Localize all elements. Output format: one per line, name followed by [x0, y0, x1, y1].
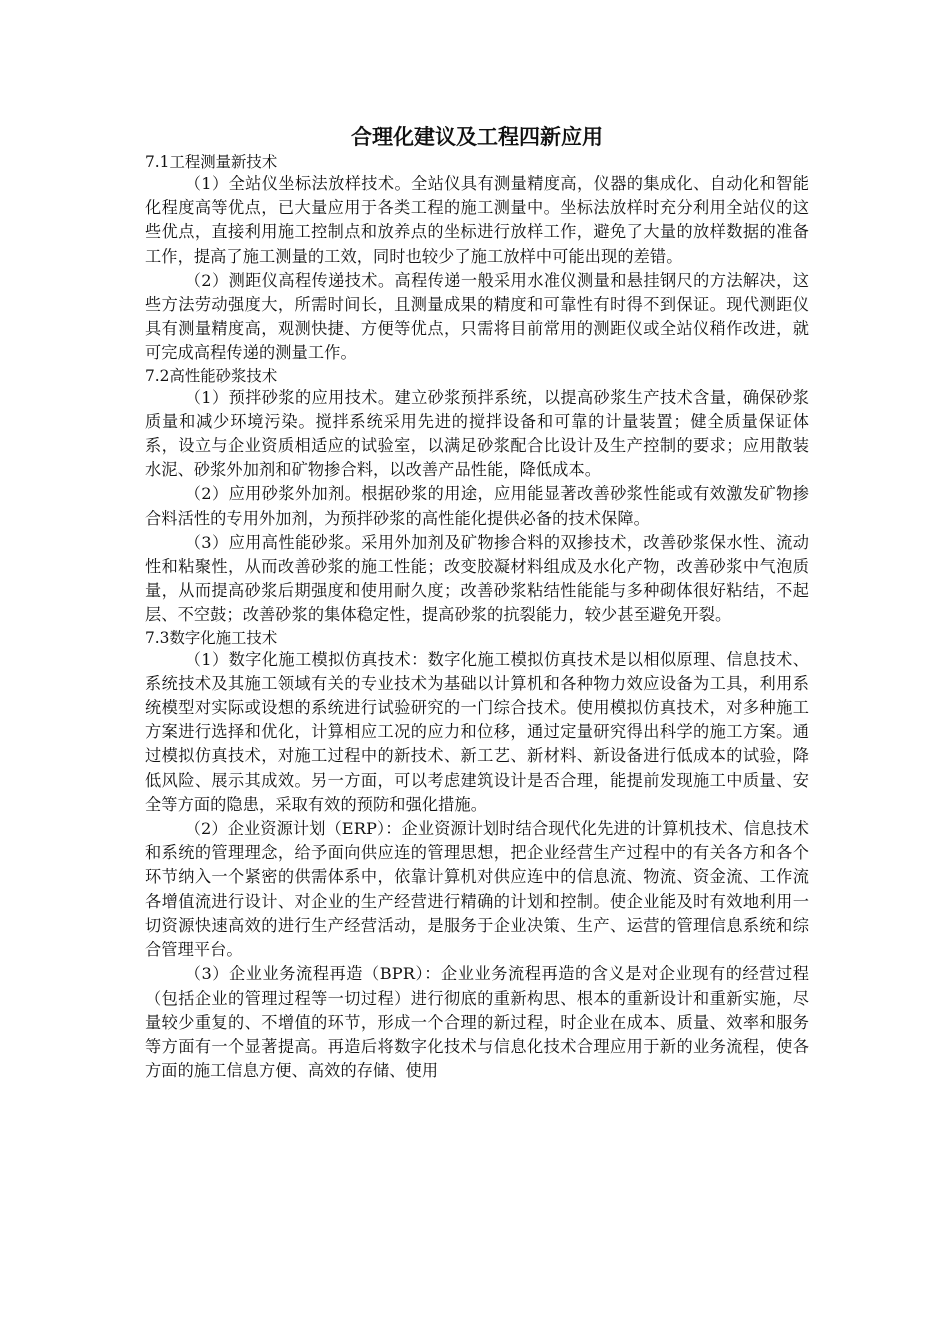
document-page: [145, 122, 809, 1083]
section-7-2: [145, 366, 809, 628]
paragraph: （1）预拌砂浆的应用技术。建立砂浆预拌系统，以提高砂浆生产技术含量，确保砂浆质量和减少环境污染。搅拌系统采用先进的搅拌设备和可靠的计量装置；健全质量保证体系，设立与企业资质相适应的试验室，以满足砂浆配合比设计及生产控制的要求；应用散装水泥、砂浆外加剂和矿物掺合料，以改善产品性能，降低成本。: [145, 387, 809, 480]
paragraph: （2）企业资源计划（ERP）：企业资源计划时结合现代化先进的计算机技术、信息技术和系统的管理理念，给予面向供应连的管理思想，把企业经营生产过程中的有关各方和各个环节纳入一个紧密的供需体系中，依靠计算机对供应连中的信息流、物流、资金流、工作流各增值流进行设计、对企业的生产经营进行精确的计划和控制。使企业能及时有效地利用一切资源快速高效的进行生产经营活动，是服务于企业决策、生产、运营的管理信息系统和综合管理平台。: [145, 819, 809, 960]
paragraph: （2）测距仪高程传递技术。高程传递一般采用水准仪测量和悬挂钢尺的方法解决，这些方法劳动强度大，所需时间长，且测量成果的精度和可靠性有时得不到保证。现代测距仪具有测量精度高，观测快捷、方便等优点，只需将目前常用的测距仪或全站仪稍作改进，就可完成高程传递的测量工作。: [145, 270, 809, 363]
paragraph: （1）全站仪坐标法放样技术。全站仪具有测量精度高，仪器的集成化、自动化和智能化程度高等优点，已大量应用于各类工程的施工测量中。坐标法放样时充分利用全站仪的这些优点，直接利用施工控制点和放养点的坐标进行放样工作，避免了大量的放样数据的准备工作，提高了施工测量的工效，同时也较少了施工放样中可能出现的差错。: [145, 174, 809, 266]
document-title: 合理化建议及工程四新应用: [351, 125, 603, 149]
paragraph: （3）企业业务流程再造（BPR）：企业业务流程再造的含义是对企业现有的经营过程（包括企业的管理过程等一切过程）进行彻底的重新构思、根本的重新设计和重新实施，尽量较少重复的、不增值的环节，形成一个合理的新过程，时企业在成本、质量、效率和服务等方面有一个显著提高。再造后将数字化技术与信息化技术合理应用于新的业务流程，使各方面的施工信息方便、高效的存储、使用: [145, 964, 809, 1081]
section-heading: 7.1工程测量新技术: [145, 153, 278, 171]
section-heading: 7.2高性能砂浆技术: [145, 366, 278, 385]
paragraph: （2）应用砂浆外加剂。根据砂浆的用途，应用能显著改善砂浆性能或有效激发矿物掺合料活性的专用外加剂，为预拌砂浆的高性能化提供必备的技术保障。: [145, 484, 809, 528]
paragraph: （1）数字化施工模拟仿真技术：数字化施工模拟仿真技术是以相似原理、信息技术、系统技术及其施工领域有关的专业技术为基础以计算机和各种物力效应设备为工具，利用系统模型对实际或设想的系统进行试验研究的一门综合技术。使用模拟仿真技术，对多种施工方案进行选择和优化，计算相应工况的应力和位移，通过定量研究得出科学的施工方案。通过模拟仿真技术，对施工过程中的新技术、新工艺、新材料、新设备进行低成本的试验，降低风险、展示其成效。另一方面，可以考虑建筑设计是否合理，能提前发现施工中质量、安全等方面的隐患，采取有效的预防和强化措施。: [145, 649, 809, 814]
section-heading: 7.3数字化施工技术: [145, 628, 278, 647]
section-7-3: [145, 628, 809, 1084]
section-7-1: [145, 152, 809, 366]
paragraph: （3）应用高性能砂浆。采用外加剂及矿物掺合料的双掺技术，改善砂浆保水性、流动性和粘聚性，从而改善砂浆的施工性能；改变胶凝材料组成及水化产物，改善砂浆中气泡质量，从而提高砂浆后期强度和使用耐久度；改善砂浆粘结性能能与多种砌体很好粘结，不起层、不空鼓；改善砂浆的集体稳定性，提高砂浆的抗裂能力，较少甚至避免开裂。: [145, 532, 809, 625]
